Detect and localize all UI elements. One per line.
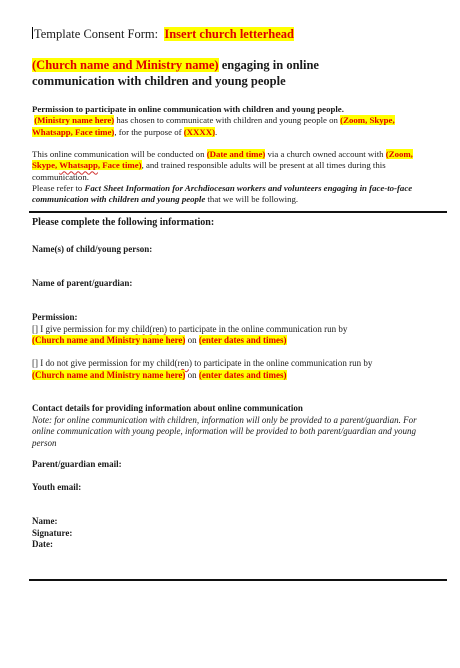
conduct-paragraph: This online communication will be conducted on (Date and time) via a church owned account with (Zoom, Skype, Whatsapp, Face time), and trained responsible adults will be present at all times during this communication. Please refer to Fact Sheet Information for Archdiocesan workers and volunteers engaging in face-to-face communication with children and young people that we will be following. xyxy=(32,149,413,205)
signature-field: Signature: xyxy=(32,527,73,538)
give-permission-option[interactable]: [] I give permission for my child(ren) to participate in the online communication run by xyxy=(32,323,348,334)
section-divider-bottom xyxy=(29,579,447,581)
ministry-placeholder: (Ministry name here) xyxy=(34,115,115,126)
church-ministry-placeholder: (Church name and Ministry name) xyxy=(32,58,219,72)
form-title-label: Template Consent Form: xyxy=(34,27,159,41)
dates-placeholder-give: (enter dates and times) xyxy=(198,335,287,346)
contact-details-section xyxy=(32,403,432,449)
text-cursor xyxy=(32,27,33,39)
heading-line-2: communication with children and young people xyxy=(32,74,286,88)
section-heading: Please complete the following information: xyxy=(32,217,215,228)
fact-sheet-reference: Fact Sheet Information for Archdiocesan workers and volunteers engaging in face-to-face communication with children and young people xyxy=(32,182,413,205)
dates-placeholder-deny: (enter dates and times) xyxy=(198,369,287,380)
purpose-placeholder: (XXXX) xyxy=(183,126,216,137)
permission-section: Permission: [] I give permission for my child(ren) to participate in the online communication run by (Church name and Ministry name here) on (enter dates and times) xyxy=(32,312,348,346)
contact-heading: Contact details for providing information about online communication xyxy=(32,403,303,413)
date-field: Date: xyxy=(32,539,53,549)
deny-permission-section: [] I do not give permission for my child(ren) to participate in the online communication run by (Church name and Ministry name here) on (enter dates and times) xyxy=(32,358,373,380)
permission-label: Permission: xyxy=(32,312,78,322)
youth-email-field: Youth email: xyxy=(32,482,82,492)
parent-email-field: Parent/guardian email: xyxy=(32,459,122,469)
deny-permission-option[interactable]: [] I do not give permission for my child(ren) to participate in the online communication run by xyxy=(32,358,373,368)
section-divider-top xyxy=(29,211,447,213)
ministry-placeholder-give: (Church name and Ministry name here) xyxy=(32,335,186,346)
child-name-field: Name(s) of child/young person: xyxy=(32,244,153,254)
contact-note: Note: for online communication with children, information will only be provided to a parent/guardian. For online communication with young people, information will be provided to both parent/guardian and young person xyxy=(32,414,417,448)
permission-intro-heading: Permission to participate in online communication with children and young people. xyxy=(32,104,344,114)
platforms-placeholder-2: (Zoom, Skype, Whatsapp, Face time) xyxy=(32,149,413,171)
form-heading: (Church name and Ministry name) engaging in online communication with children and young people xyxy=(32,58,319,88)
ministry-placeholder-deny: (Church name and Ministry name here) xyxy=(32,369,186,380)
permission-intro-paragraph: Permission to participate in online communication with children and young people. (Ministry name here) has chosen to communicate with children and young people on (Zoom, Skype, Whatsapp, Face time), for the purpose of (XXXX). xyxy=(32,104,395,137)
signoff-block xyxy=(32,516,432,551)
platforms-placeholder: (Zoom, Skype, Whatsapp, Face time) xyxy=(32,115,395,137)
form-title xyxy=(32,27,432,42)
name-field: Name: xyxy=(32,516,58,526)
letterhead-placeholder: Insert church letterhead xyxy=(164,27,294,41)
parent-name-field: Name of parent/guardian: xyxy=(32,278,133,288)
date-time-placeholder: (Date and time) xyxy=(206,149,266,159)
